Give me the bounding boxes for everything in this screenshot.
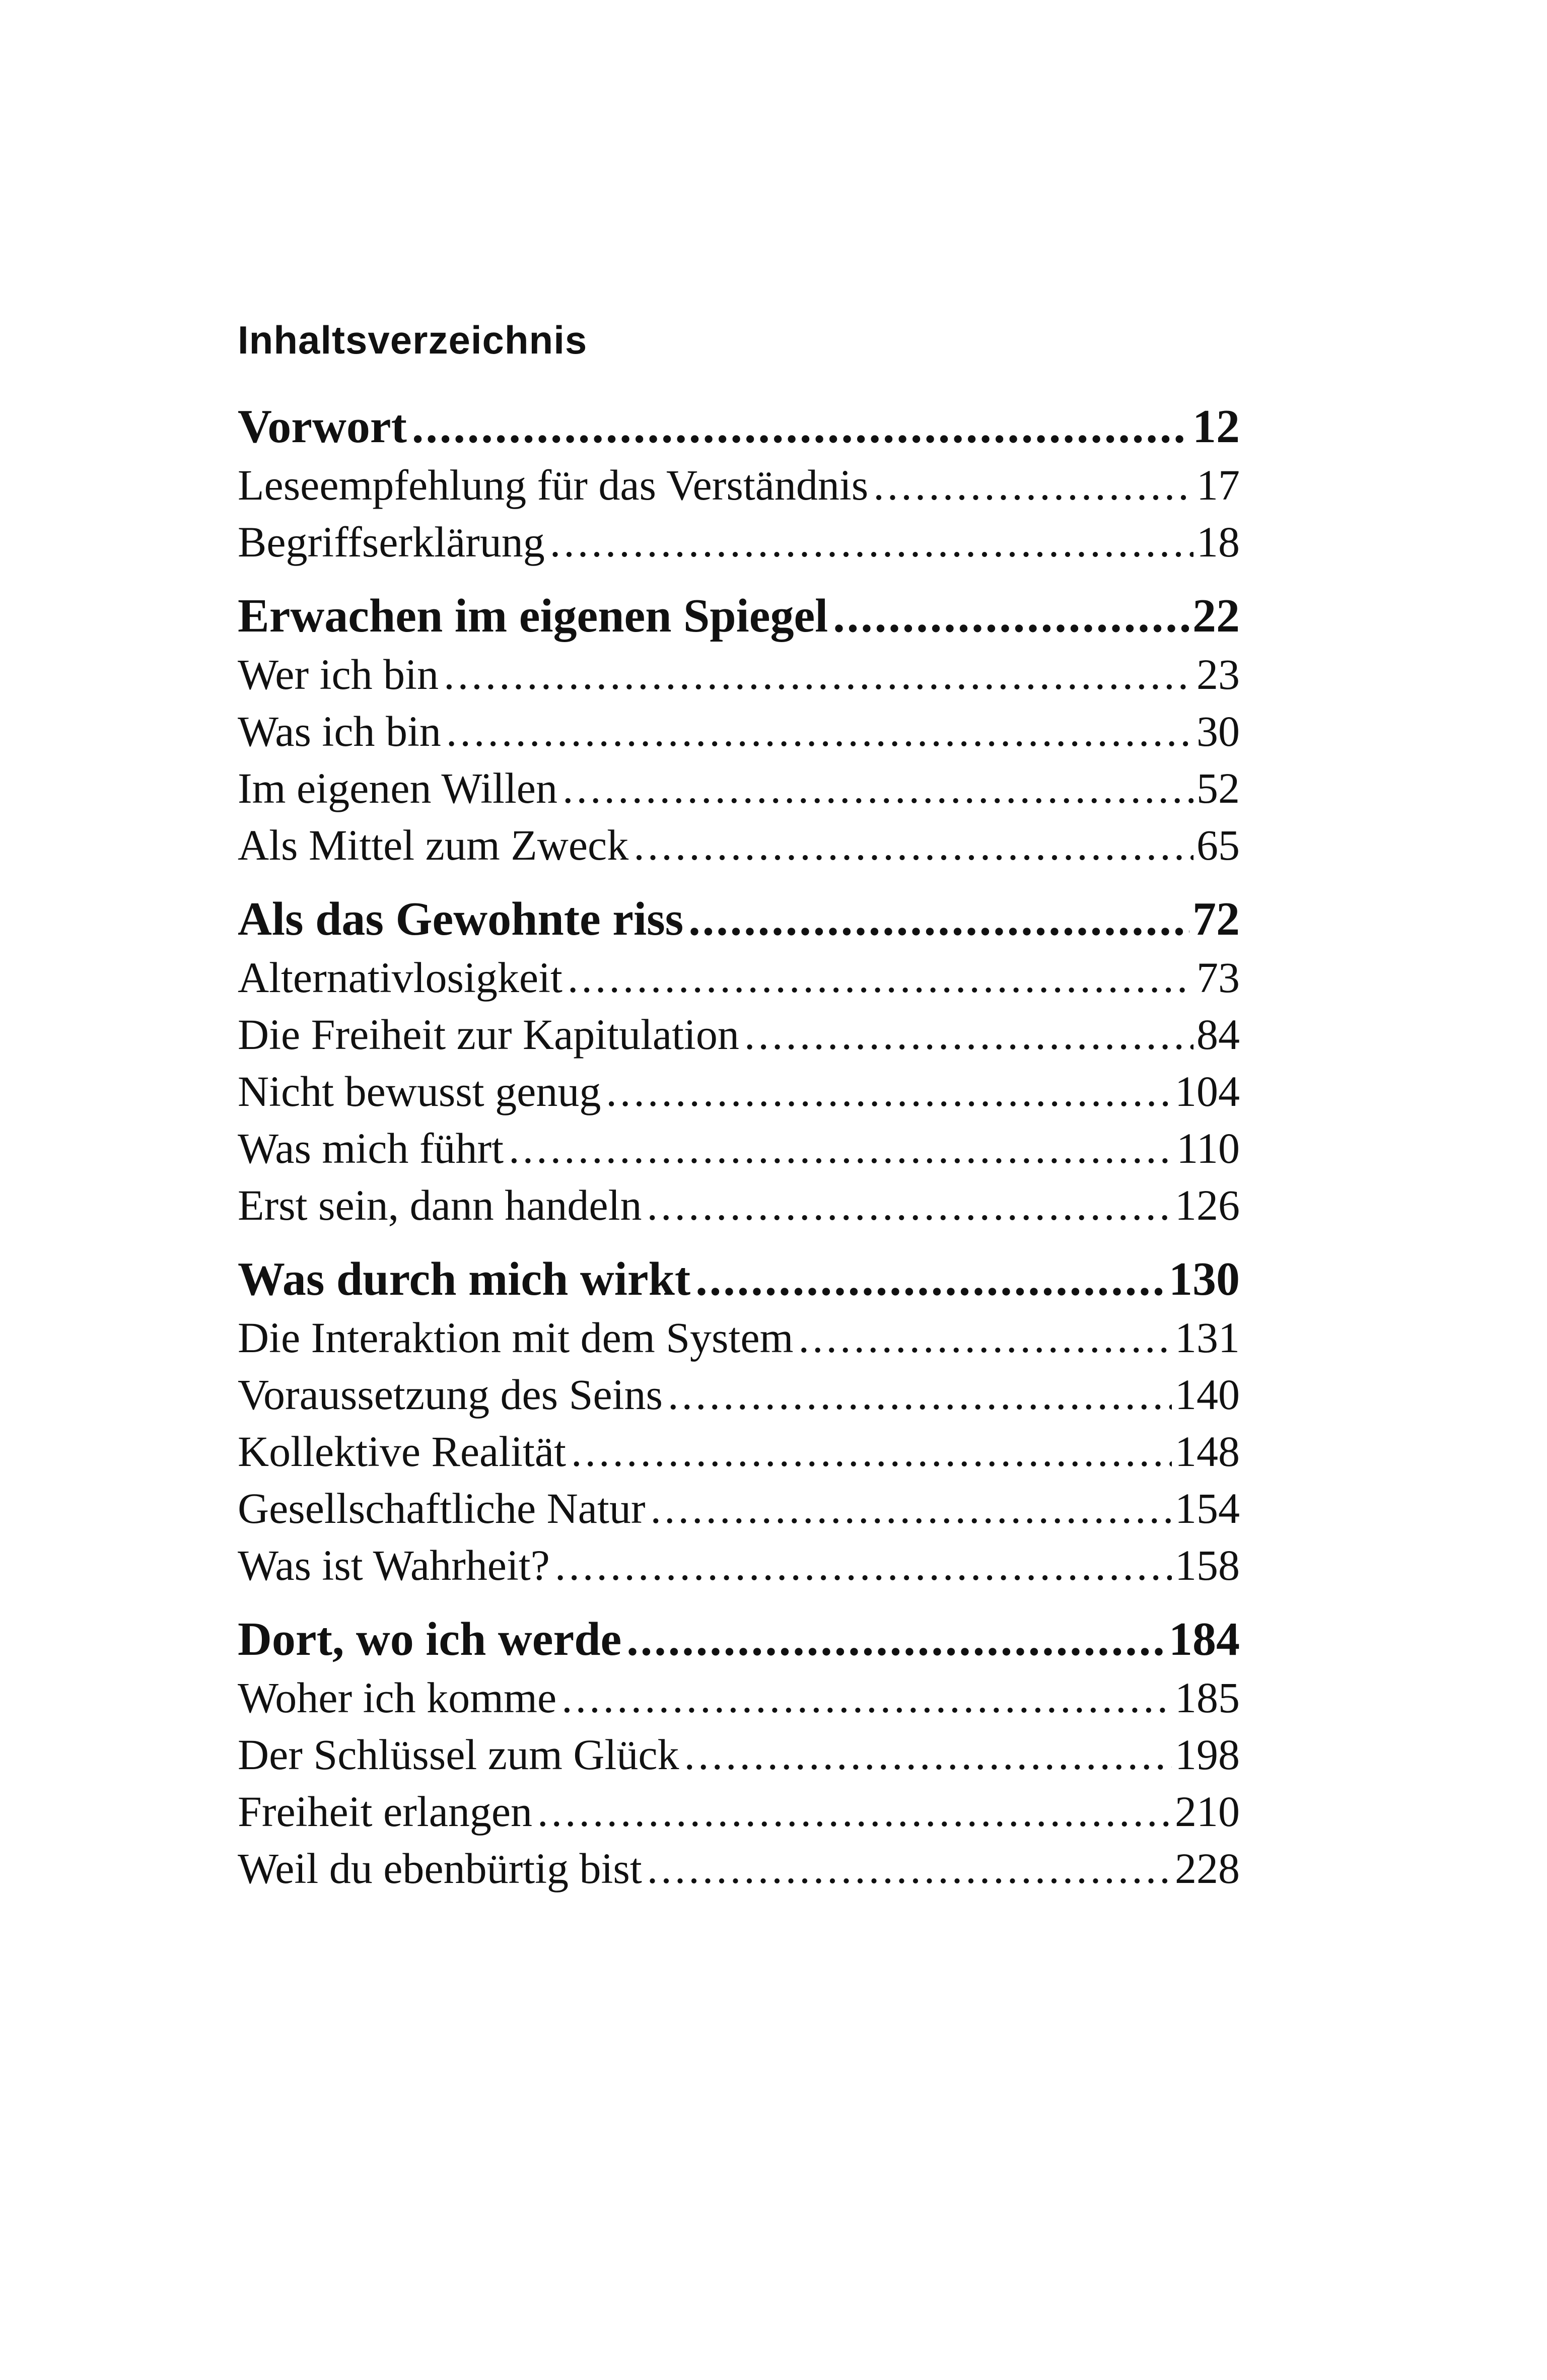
toc-entry[interactable] (238, 646, 1240, 703)
toc-entry-page-number: 154 (1175, 1484, 1240, 1532)
toc-entry[interactable] (238, 1309, 1240, 1366)
toc-entry-title: Leseempfehlung für das Verständnis (238, 461, 869, 509)
dot-leader (537, 1783, 1172, 1840)
toc-entry-page-number: 126 (1175, 1181, 1240, 1229)
dot-leader (650, 1480, 1172, 1537)
dot-leader (695, 1249, 1166, 1309)
dot-leader (798, 1309, 1172, 1366)
toc-entry-title: Weil du ebenbürtig bist (238, 1844, 642, 1893)
toc-entry-page-number: 158 (1175, 1541, 1240, 1589)
dot-leader (744, 1006, 1193, 1063)
dot-leader (550, 514, 1193, 571)
toc-entry[interactable] (238, 817, 1240, 874)
chapter-list (238, 396, 1240, 1897)
toc-entry-title: Woher ich komme (238, 1673, 557, 1722)
toc-entry[interactable] (238, 1480, 1240, 1537)
toc-entry-title: Die Freiheit zur Kapitulation (238, 1010, 739, 1059)
dot-leader (562, 760, 1193, 817)
toc-heading: Inhaltsverzeichnis (238, 318, 588, 362)
chapter-title-page-number: 72 (1192, 893, 1240, 945)
toc-entry[interactable] (238, 949, 1240, 1006)
dot-leader (509, 1120, 1173, 1177)
dot-leader (446, 703, 1193, 760)
dot-leader (555, 1537, 1172, 1594)
dot-leader (606, 1063, 1172, 1120)
dot-leader (626, 1609, 1166, 1669)
chapter-title-page-number: 22 (1192, 590, 1240, 642)
toc-entry-page-number: 52 (1197, 764, 1240, 812)
toc-entry-page-number: 84 (1197, 1010, 1240, 1059)
toc-entry-page-number: 73 (1197, 953, 1240, 1002)
toc-entry-page-number: 131 (1175, 1313, 1240, 1362)
dot-leader (833, 586, 1189, 646)
dot-leader (668, 1366, 1172, 1423)
chapter-title-page-number: 130 (1169, 1253, 1240, 1305)
dot-leader (688, 889, 1189, 949)
toc-entry-title: Gesellschaftliche Natur (238, 1484, 646, 1532)
chapter-section (238, 889, 1240, 1234)
chapter-section (238, 1249, 1240, 1594)
dot-leader (684, 1726, 1172, 1783)
chapter-title-title: Dort, wo ich werde (238, 1613, 622, 1665)
toc-entry[interactable] (238, 457, 1240, 514)
dot-leader (873, 457, 1193, 514)
toc-entry-title: Der Schlüssel zum Glück (238, 1730, 679, 1779)
dot-leader (568, 949, 1193, 1006)
toc-entry[interactable] (238, 760, 1240, 817)
chapter-title-title: Was durch mich wirkt (238, 1253, 691, 1305)
toc-entry-title: Nicht bewusst genug (238, 1067, 601, 1115)
dot-leader (634, 817, 1193, 874)
toc-entry-page-number: 23 (1197, 650, 1240, 698)
toc-entry[interactable] (238, 1840, 1240, 1897)
toc-entry-page-number: 198 (1175, 1730, 1240, 1779)
toc-entry-page-number: 110 (1176, 1124, 1240, 1172)
toc-entry[interactable] (238, 1669, 1240, 1726)
toc-entry[interactable] (238, 1537, 1240, 1594)
chapter-title-title: Erwachen im eigenen Spiegel (238, 590, 828, 642)
chapter-title[interactable] (238, 889, 1240, 949)
dot-leader (561, 1669, 1172, 1726)
chapter-section (238, 396, 1240, 571)
toc-entry-page-number: 30 (1197, 707, 1240, 755)
toc-entry[interactable] (238, 1177, 1240, 1234)
toc-entry-page-number: 228 (1175, 1844, 1240, 1893)
toc-entry[interactable] (238, 1726, 1240, 1783)
chapter-section (238, 1609, 1240, 1897)
toc-entry-page-number: 65 (1197, 821, 1240, 869)
toc-entry-title: Wer ich bin (238, 650, 439, 698)
toc-entry-page-number: 185 (1175, 1673, 1240, 1722)
chapter-title[interactable] (238, 586, 1240, 646)
toc-entry-title: Im eigenen Willen (238, 764, 557, 812)
chapter-title[interactable] (238, 1249, 1240, 1309)
toc-entry-title: Was ist Wahrheit? (238, 1541, 550, 1589)
chapter-section (238, 586, 1240, 874)
toc-entry[interactable] (238, 703, 1240, 760)
chapter-title[interactable] (238, 396, 1240, 457)
toc-entry-page-number: 140 (1175, 1370, 1240, 1419)
toc-entry[interactable] (238, 1063, 1240, 1120)
chapter-title[interactable] (238, 1609, 1240, 1669)
toc-entry[interactable] (238, 1366, 1240, 1423)
toc-entry-title: Begriffserklärung (238, 518, 545, 566)
toc-entry[interactable] (238, 1120, 1240, 1177)
chapter-title-title: Als das Gewohnte riss (238, 893, 684, 945)
table-of-contents (238, 310, 1240, 1912)
toc-entry-title: Freiheit erlangen (238, 1787, 533, 1836)
toc-entry-title: Alternativlosigkeit (238, 953, 562, 1002)
toc-entry[interactable] (238, 514, 1240, 571)
chapter-title-title: Vorwort (238, 400, 407, 453)
toc-entry[interactable] (238, 1006, 1240, 1063)
dot-leader (647, 1177, 1172, 1234)
toc-entry-title: Die Interaktion mit dem System (238, 1313, 794, 1362)
chapter-title-page-number: 12 (1192, 400, 1240, 453)
toc-entry-title: Voraussetzung des Seins (238, 1370, 663, 1419)
toc-entry-page-number: 210 (1175, 1787, 1240, 1836)
toc-entry-page-number: 148 (1175, 1427, 1240, 1476)
toc-entry[interactable] (238, 1783, 1240, 1840)
dot-leader (647, 1840, 1172, 1897)
toc-entry-page-number: 17 (1197, 461, 1240, 509)
dot-leader (412, 396, 1189, 457)
toc-entry-title: Was ich bin (238, 707, 441, 755)
toc-entry-title: Erst sein, dann handeln (238, 1181, 642, 1229)
toc-entry-title: Kollektive Realität (238, 1427, 566, 1476)
chapter-title-page-number: 184 (1169, 1613, 1240, 1665)
toc-entry-title: Als Mittel zum Zweck (238, 821, 629, 869)
toc-entry-page-number: 104 (1175, 1067, 1240, 1115)
toc-entry-page-number: 18 (1197, 518, 1240, 566)
dot-leader (444, 646, 1193, 703)
toc-entry-title: Was mich führt (238, 1124, 504, 1172)
dot-leader (571, 1423, 1172, 1480)
toc-entry[interactable] (238, 1423, 1240, 1480)
